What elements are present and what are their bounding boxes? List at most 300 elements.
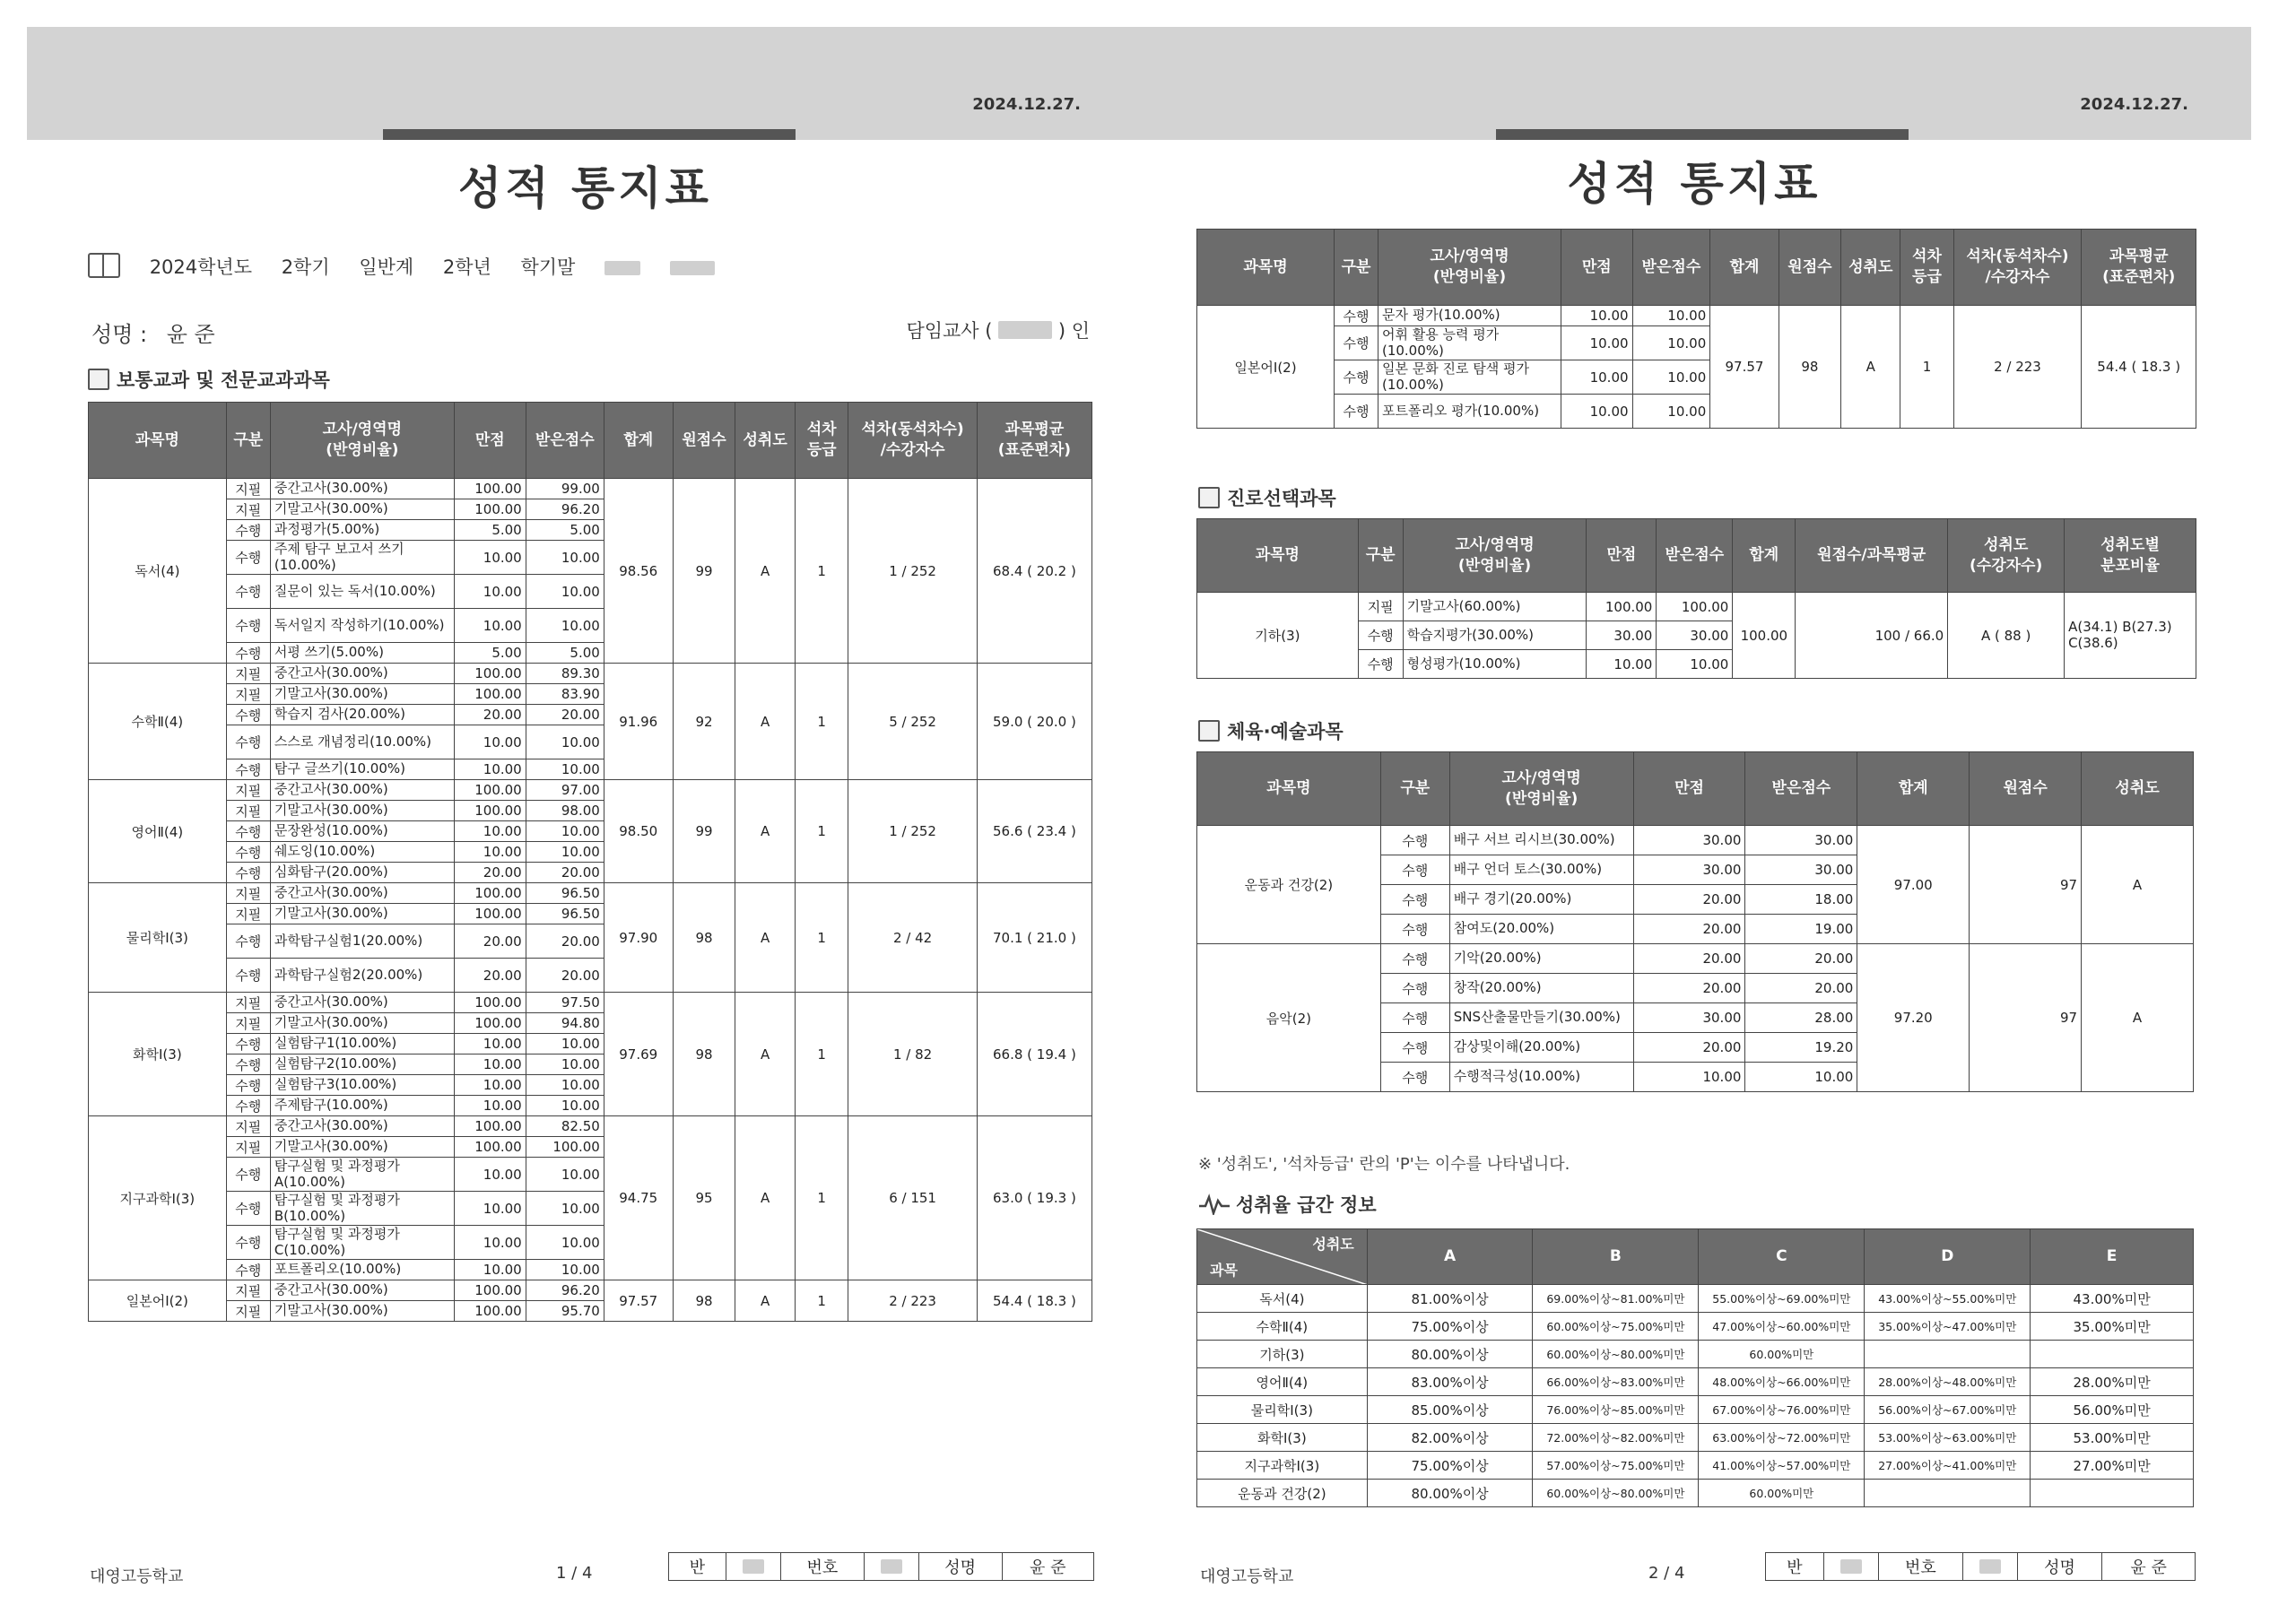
received-score: 30.00 bbox=[1745, 826, 1857, 855]
class-label: 반 bbox=[669, 1553, 726, 1581]
total-score: 98.56 bbox=[604, 479, 673, 664]
total-score: 91.96 bbox=[604, 664, 673, 780]
full-score: 100.00 bbox=[454, 1137, 526, 1158]
raw-score: 98 bbox=[673, 1280, 735, 1322]
rank-grade: 1 bbox=[795, 479, 848, 664]
page-number: 1 / 4 bbox=[556, 1564, 593, 1583]
achievement-rate-table bbox=[1196, 1228, 2194, 1507]
full-score: 20.00 bbox=[1633, 944, 1745, 974]
assessment-name: 실험탐구1(10.00%) bbox=[270, 1034, 454, 1055]
assessment-type: 수행 bbox=[226, 821, 270, 842]
received-score: 10.00 bbox=[1632, 306, 1710, 326]
class-rank: 1 / 252 bbox=[848, 479, 977, 664]
raw-score: 97 bbox=[1970, 826, 2082, 944]
full-score: 100.00 bbox=[454, 499, 526, 520]
assessment-name: 쉐도잉(10.00%) bbox=[270, 842, 454, 863]
achievement: A bbox=[735, 883, 796, 993]
full-score: 100.00 bbox=[454, 993, 526, 1013]
assessment-type: 수행 bbox=[226, 575, 270, 609]
class-rank: 2 / 223 bbox=[848, 1280, 977, 1322]
full-score: 10.00 bbox=[454, 1055, 526, 1075]
column-header: 원점수 bbox=[1970, 752, 2082, 826]
column-header: 과목평균 (표준편차) bbox=[977, 403, 1091, 479]
assessment-type: 수행 bbox=[226, 863, 270, 883]
assessment-type: 수행 bbox=[1335, 306, 1378, 326]
assessment-name: 주제탐구(10.00%) bbox=[270, 1096, 454, 1116]
assessment-type: 지필 bbox=[226, 684, 270, 705]
subject-average: 54.4 ( 18.3 ) bbox=[977, 1280, 1091, 1322]
section-icon bbox=[1198, 720, 1220, 742]
received-score: 10.00 bbox=[526, 759, 604, 780]
homeroom-teacher bbox=[906, 317, 1090, 343]
assessment-name: 실험탐구2(10.00%) bbox=[270, 1055, 454, 1075]
rate-range: 56.00%미만 bbox=[2031, 1396, 2194, 1424]
column-header: 구분 bbox=[226, 403, 270, 479]
assessment-name: 일본 문화 진로 탐색 평가(10.00%) bbox=[1378, 360, 1561, 395]
assessment-name: 기말고사(30.00%) bbox=[270, 499, 454, 520]
assessment-name: 탐구실험 및 과정평가C(10.00%) bbox=[270, 1226, 454, 1260]
assessment-name: 학습지 검사(20.00%) bbox=[270, 705, 454, 725]
rate-range: 76.00%이상~85.00%미만 bbox=[1533, 1396, 1699, 1424]
full-score: 5.00 bbox=[454, 643, 526, 664]
full-score: 20.00 bbox=[454, 863, 526, 883]
name-label: 성명 bbox=[2017, 1553, 2101, 1581]
received-score: 96.50 bbox=[526, 904, 604, 924]
section-general-subjects: 보통교과 및 전문교과과목 bbox=[88, 366, 330, 393]
exam-type: 학기말 bbox=[520, 256, 576, 278]
assessment-type: 수행 bbox=[1380, 885, 1449, 915]
assessment-type: 수행 bbox=[226, 759, 270, 780]
achievement: A bbox=[1841, 306, 1900, 429]
assessment-type: 수행 bbox=[1380, 1003, 1449, 1033]
column-header: 과목명 bbox=[1197, 230, 1335, 306]
assessment-type: 지필 bbox=[226, 780, 270, 801]
full-score: 100.00 bbox=[454, 1280, 526, 1301]
subject-name: 수학Ⅱ(4) bbox=[1197, 1313, 1368, 1341]
column-header: 합계 bbox=[1733, 519, 1796, 593]
grade-level: 2학년 bbox=[442, 256, 491, 278]
received-score: 96.20 bbox=[526, 1280, 604, 1301]
full-score: 10.00 bbox=[454, 821, 526, 842]
assessment-type: 수행 bbox=[226, 1260, 270, 1280]
book-icon bbox=[88, 253, 120, 278]
full-score: 100.00 bbox=[454, 479, 526, 499]
rate-range: 69.00%이상~81.00%미만 bbox=[1533, 1285, 1699, 1313]
subject-name: 일본어Ⅰ(2) bbox=[1197, 306, 1335, 429]
assessment-type: 수행 bbox=[1380, 1033, 1449, 1063]
assessment-type: 지필 bbox=[226, 1280, 270, 1301]
total-score: 97.57 bbox=[1710, 306, 1779, 429]
received-score: 99.00 bbox=[526, 479, 604, 499]
subject-average: 68.4 ( 20.2 ) bbox=[977, 479, 1091, 664]
footer-id-table bbox=[668, 1552, 1094, 1581]
column-header: 만점 bbox=[1633, 752, 1745, 826]
semester: 2학기 bbox=[281, 256, 330, 278]
rate-range: 85.00%이상 bbox=[1367, 1396, 1533, 1424]
assessment-name: 질문이 있는 독서(10.00%) bbox=[270, 575, 454, 609]
assessment-type: 수행 bbox=[1380, 915, 1449, 944]
assessment-type: 수행 bbox=[1335, 395, 1378, 429]
subject-name: 물리학Ⅰ(3) bbox=[89, 883, 227, 993]
assessment-name: 실험탐구3(10.00%) bbox=[270, 1075, 454, 1096]
assessment-type: 수행 bbox=[1380, 974, 1449, 1003]
assessment-name: 문장완성(10.00%) bbox=[270, 821, 454, 842]
received-score: 10.00 bbox=[1632, 360, 1710, 395]
assessment-name: 과정평가(5.00%) bbox=[270, 520, 454, 541]
total-score: 98.50 bbox=[604, 780, 673, 883]
table-row bbox=[1197, 1396, 2194, 1424]
section-icon bbox=[1198, 487, 1220, 508]
column-header: 받은점수 bbox=[1657, 519, 1733, 593]
assessment-name: 기말고사(60.00%) bbox=[1403, 593, 1587, 621]
class-rank: 1 / 82 bbox=[848, 993, 977, 1116]
received-score: 97.00 bbox=[526, 780, 604, 801]
assessment-type: 수행 bbox=[1380, 855, 1449, 885]
assessment-name: 중간고사(30.00%) bbox=[270, 1116, 454, 1137]
assessment-type: 수행 bbox=[1358, 621, 1403, 650]
column-header: 과목평균 (표준편차) bbox=[2082, 230, 2196, 306]
rate-range: 55.00%이상~69.00%미만 bbox=[1699, 1285, 1865, 1313]
rank-grade: 1 bbox=[1900, 306, 1953, 429]
assessment-name: SNS산출물만들기(30.00%) bbox=[1449, 1003, 1633, 1033]
full-score: 100.00 bbox=[1587, 593, 1657, 621]
report-page-1 bbox=[27, 27, 1144, 1614]
rate-range: 82.00%이상 bbox=[1367, 1424, 1533, 1452]
assessment-type: 수행 bbox=[226, 959, 270, 993]
name-label: 성명 bbox=[918, 1553, 1002, 1581]
assessment-name: 기말고사(30.00%) bbox=[270, 801, 454, 821]
table-row bbox=[89, 664, 1092, 684]
full-score: 100.00 bbox=[454, 780, 526, 801]
full-score: 100.00 bbox=[454, 684, 526, 705]
table-row bbox=[89, 883, 1092, 904]
column-header: 합계 bbox=[604, 403, 673, 479]
column-header: 과목명 bbox=[1197, 752, 1381, 826]
print-date: 2024.12.27. bbox=[972, 95, 1081, 114]
rate-range: 53.00%이상~63.00%미만 bbox=[1865, 1424, 2031, 1452]
assessment-name: 배구 언더 토스(30.00%) bbox=[1449, 855, 1633, 885]
raw-score: 98 bbox=[1779, 306, 1840, 429]
name-label: 성명 : bbox=[91, 322, 148, 347]
column-header: 석차(동석차수) /수강자수 bbox=[848, 403, 977, 479]
grades-table bbox=[88, 402, 1092, 1322]
subject-average: 70.1 ( 21.0 ) bbox=[977, 883, 1091, 993]
assessment-name: 창작(20.00%) bbox=[1449, 974, 1633, 1003]
rate-range bbox=[1865, 1480, 2031, 1507]
assessment-type: 지필 bbox=[226, 1301, 270, 1322]
received-score: 5.00 bbox=[526, 520, 604, 541]
subject-name: 운동과 건강(2) bbox=[1197, 1480, 1368, 1507]
total-score: 97.57 bbox=[604, 1280, 673, 1322]
class-label: 반 bbox=[1766, 1553, 1824, 1581]
assessment-type: 수행 bbox=[226, 1055, 270, 1075]
assessment-name: 탐구실험 및 과정평가A(10.00%) bbox=[270, 1158, 454, 1192]
assessment-name: 어휘 활용 능력 평가(10.00%) bbox=[1378, 326, 1561, 360]
column-header: 석차 등급 bbox=[795, 403, 848, 479]
teacher-suffix: ) 인 bbox=[1057, 320, 1090, 342]
level-header: A bbox=[1367, 1229, 1533, 1285]
received-score: 20.00 bbox=[526, 924, 604, 959]
full-score: 10.00 bbox=[454, 1192, 526, 1226]
column-header: 고사/영역명 (반영비율) bbox=[270, 403, 454, 479]
received-score: 94.80 bbox=[526, 1013, 604, 1034]
pass-note: ※ '성취도', '석차등급' 란의 'P'는 이수를 나타냅니다. bbox=[1198, 1155, 1570, 1174]
rate-range: 72.00%이상~82.00%미만 bbox=[1533, 1424, 1699, 1452]
rank-grade: 1 bbox=[795, 993, 848, 1116]
received-score: 10.00 bbox=[526, 1075, 604, 1096]
rate-range: 47.00%이상~60.00%미만 bbox=[1699, 1313, 1865, 1341]
full-score: 30.00 bbox=[1587, 621, 1657, 650]
received-score: 30.00 bbox=[1657, 621, 1733, 650]
received-score: 83.90 bbox=[526, 684, 604, 705]
achievement: A bbox=[735, 780, 796, 883]
full-score: 10.00 bbox=[454, 575, 526, 609]
assessment-type: 수행 bbox=[226, 1192, 270, 1226]
assessment-type: 수행 bbox=[226, 725, 270, 759]
assessment-type: 수행 bbox=[226, 705, 270, 725]
rate-range bbox=[2031, 1341, 2194, 1368]
rank-grade: 1 bbox=[795, 1116, 848, 1280]
assessment-type: 지필 bbox=[226, 479, 270, 499]
rate-range: 60.00%미만 bbox=[1699, 1480, 1865, 1507]
table-row bbox=[1197, 1341, 2194, 1368]
raw-score: 99 bbox=[673, 479, 735, 664]
full-score: 30.00 bbox=[1633, 855, 1745, 885]
number-label: 번호 bbox=[1878, 1553, 1962, 1581]
received-score: 100.00 bbox=[1657, 593, 1733, 621]
assessment-name: 탐구 글쓰기(10.00%) bbox=[270, 759, 454, 780]
assessment-type: 지필 bbox=[226, 1116, 270, 1137]
received-score: 10.00 bbox=[526, 1226, 604, 1260]
table-row bbox=[89, 1280, 1092, 1301]
table-row bbox=[1197, 593, 2196, 621]
rate-range bbox=[2031, 1480, 2194, 1507]
document-title: 성적 통지표 bbox=[1567, 158, 1822, 210]
number-value bbox=[864, 1553, 918, 1581]
subject-name: 화학Ⅰ(3) bbox=[1197, 1424, 1368, 1452]
subject-name: 수학Ⅱ(4) bbox=[89, 664, 227, 780]
full-score: 10.00 bbox=[454, 1158, 526, 1192]
total-score: 94.75 bbox=[604, 1116, 673, 1280]
full-score: 10.00 bbox=[454, 609, 526, 643]
print-date: 2024.12.27. bbox=[2080, 95, 2188, 114]
full-score: 20.00 bbox=[454, 705, 526, 725]
full-score: 10.00 bbox=[454, 842, 526, 863]
level-header: D bbox=[1865, 1229, 2031, 1285]
assessment-type: 수행 bbox=[226, 1226, 270, 1260]
rate-range: 41.00%이상~57.00%미만 bbox=[1699, 1452, 1865, 1480]
raw-score-average: 100 / 66.0 bbox=[1796, 593, 1948, 679]
assessment-name: 과학탐구실험1(20.00%) bbox=[270, 924, 454, 959]
column-header: 과목명 bbox=[1197, 519, 1359, 593]
rate-range: 27.00%미만 bbox=[2031, 1452, 2194, 1480]
achievement-count: A ( 88 ) bbox=[1948, 593, 2065, 679]
footer-id-table bbox=[1765, 1552, 2196, 1581]
full-score: 100.00 bbox=[454, 1013, 526, 1034]
raw-score: 98 bbox=[673, 883, 735, 993]
full-score: 10.00 bbox=[1561, 326, 1632, 360]
level-header: C bbox=[1699, 1229, 1865, 1285]
rate-range: 75.00%이상 bbox=[1367, 1452, 1533, 1480]
level-header: E bbox=[2031, 1229, 2194, 1285]
full-score: 100.00 bbox=[454, 664, 526, 684]
rate-range: 63.00%이상~72.00%미만 bbox=[1699, 1424, 1865, 1452]
class-rank: 6 / 151 bbox=[848, 1116, 977, 1280]
assessment-name: 중간고사(30.00%) bbox=[270, 780, 454, 801]
column-header: 만점 bbox=[454, 403, 526, 479]
report-page-2 bbox=[1137, 27, 2251, 1614]
page-number: 2 / 4 bbox=[1648, 1564, 1685, 1583]
received-score: 98.00 bbox=[526, 801, 604, 821]
assessment-type: 지필 bbox=[226, 664, 270, 684]
table-row bbox=[1197, 1452, 2194, 1480]
received-score: 10.00 bbox=[526, 541, 604, 575]
assessment-type: 수행 bbox=[226, 520, 270, 541]
assessment-name: 중간고사(30.00%) bbox=[270, 664, 454, 684]
table-row bbox=[1197, 1368, 2194, 1396]
received-score: 19.00 bbox=[1745, 915, 1857, 944]
received-score: 10.00 bbox=[1632, 326, 1710, 360]
table-row bbox=[1197, 944, 2194, 974]
column-header: 받은점수 bbox=[1745, 752, 1857, 826]
table-row bbox=[1197, 306, 2196, 326]
column-header: 받은점수 bbox=[526, 403, 604, 479]
subject-name: 영어Ⅱ(4) bbox=[89, 780, 227, 883]
full-score: 10.00 bbox=[454, 725, 526, 759]
column-header: 과목명 bbox=[89, 403, 227, 479]
received-score: 96.50 bbox=[526, 883, 604, 904]
rate-range: 60.00%이상~75.00%미만 bbox=[1533, 1313, 1699, 1341]
achievement: A bbox=[735, 993, 796, 1116]
rate-range: 80.00%이상 bbox=[1367, 1480, 1533, 1507]
column-header: 성취도별 분포비율 bbox=[2065, 519, 2196, 593]
received-score: 10.00 bbox=[1632, 395, 1710, 429]
assessment-type: 수행 bbox=[1380, 944, 1449, 974]
column-header: 성취도 bbox=[1841, 230, 1900, 306]
rate-range: 66.00%이상~83.00%미만 bbox=[1533, 1368, 1699, 1396]
semester-info bbox=[88, 253, 738, 280]
class-value bbox=[1823, 1553, 1878, 1581]
rate-range: 28.00%미만 bbox=[2031, 1368, 2194, 1396]
full-score: 10.00 bbox=[454, 1260, 526, 1280]
assessment-name: 중간고사(30.00%) bbox=[270, 993, 454, 1013]
assessment-name: 기악(20.00%) bbox=[1449, 944, 1633, 974]
received-score: 10.00 bbox=[1657, 650, 1733, 679]
received-score: 10.00 bbox=[526, 1158, 604, 1192]
column-header: 석차(동석차수) /수강자수 bbox=[1953, 230, 2082, 306]
achievement-distribution: A(34.1) B(27.3) C(38.6) bbox=[2065, 593, 2196, 679]
received-score: 10.00 bbox=[526, 1034, 604, 1055]
assessment-type: 지필 bbox=[226, 1013, 270, 1034]
assessment-name: 포트폴리오(10.00%) bbox=[270, 1260, 454, 1280]
assessment-name: 감상및이해(20.00%) bbox=[1449, 1033, 1633, 1063]
assessment-name: 문자 평가(10.00%) bbox=[1378, 306, 1561, 326]
assessment-name: 기말고사(30.00%) bbox=[270, 1137, 454, 1158]
rate-range: 81.00%이상 bbox=[1367, 1285, 1533, 1313]
received-score: 20.00 bbox=[526, 863, 604, 883]
full-score: 10.00 bbox=[454, 1226, 526, 1260]
total-score: 100.00 bbox=[1733, 593, 1796, 679]
full-score: 100.00 bbox=[454, 801, 526, 821]
assessment-type: 수행 bbox=[226, 1158, 270, 1192]
pulse-icon bbox=[1198, 1193, 1231, 1215]
total-score: 97.00 bbox=[1857, 826, 1970, 944]
column-header: 성취도 bbox=[735, 403, 796, 479]
header-tab bbox=[383, 129, 796, 140]
received-score: 10.00 bbox=[526, 821, 604, 842]
rate-range bbox=[1865, 1341, 2031, 1368]
assessment-type: 수행 bbox=[226, 924, 270, 959]
assessment-name: 스스로 개념정리(10.00%) bbox=[270, 725, 454, 759]
received-score: 18.00 bbox=[1745, 885, 1857, 915]
column-header: 성취도 bbox=[2082, 752, 2194, 826]
class-rank: 5 / 252 bbox=[848, 664, 977, 780]
raw-score: 95 bbox=[673, 1116, 735, 1280]
received-score: 10.00 bbox=[1745, 1063, 1857, 1092]
teacher-label: 담임교사 ( bbox=[906, 320, 993, 342]
rate-range: 83.00%이상 bbox=[1367, 1368, 1533, 1396]
section-career-subjects: 진로선택과목 bbox=[1198, 484, 1336, 511]
rank-grade: 1 bbox=[795, 664, 848, 780]
column-header: 만점 bbox=[1561, 230, 1632, 306]
student-name: 윤 준 bbox=[166, 322, 215, 347]
number-label: 번호 bbox=[780, 1553, 864, 1581]
footer-school: 대영고등학교 bbox=[1200, 1567, 1294, 1586]
full-score: 100.00 bbox=[454, 1116, 526, 1137]
table-row bbox=[1197, 1480, 2194, 1507]
full-score: 10.00 bbox=[454, 759, 526, 780]
header-tab bbox=[1496, 129, 1909, 140]
subject-average: 63.0 ( 19.3 ) bbox=[977, 1116, 1091, 1280]
full-score: 5.00 bbox=[454, 520, 526, 541]
assessment-type: 지필 bbox=[226, 801, 270, 821]
full-score: 10.00 bbox=[454, 1075, 526, 1096]
table-row bbox=[1197, 826, 2194, 855]
raw-score: 99 bbox=[673, 780, 735, 883]
rate-range: 27.00%이상~41.00%미만 bbox=[1865, 1452, 2031, 1480]
subject-average: 54.4 ( 18.3 ) bbox=[2082, 306, 2196, 429]
subject-average: 66.8 ( 19.4 ) bbox=[977, 993, 1091, 1116]
grades-table-continued bbox=[1196, 229, 2196, 429]
received-score: 20.00 bbox=[526, 959, 604, 993]
assessment-name: 기말고사(30.00%) bbox=[270, 684, 454, 705]
table-row bbox=[89, 780, 1092, 801]
assessment-type: 지필 bbox=[226, 883, 270, 904]
achievement: A bbox=[735, 1116, 796, 1280]
assessment-name: 기말고사(30.00%) bbox=[270, 1013, 454, 1034]
received-score: 28.00 bbox=[1745, 1003, 1857, 1033]
assessment-name: 형성평가(10.00%) bbox=[1403, 650, 1587, 679]
assessment-type: 수행 bbox=[1380, 1063, 1449, 1092]
rate-range: 48.00%이상~66.00%미만 bbox=[1699, 1368, 1865, 1396]
achievement: A bbox=[2082, 944, 2194, 1092]
assessment-name: 독서일지 작성하기(10.00%) bbox=[270, 609, 454, 643]
column-header: 합계 bbox=[1857, 752, 1970, 826]
full-score: 100.00 bbox=[454, 1301, 526, 1322]
assessment-type: 지필 bbox=[226, 904, 270, 924]
subject-name: 지구과학Ⅰ(3) bbox=[1197, 1452, 1368, 1480]
rate-range: 57.00%이상~75.00%미만 bbox=[1533, 1452, 1699, 1480]
received-score: 20.00 bbox=[1745, 974, 1857, 1003]
assessment-name: 주제 탐구 보고서 쓰기(10.00%) bbox=[270, 541, 454, 575]
received-score: 10.00 bbox=[526, 575, 604, 609]
full-score: 10.00 bbox=[1561, 306, 1632, 326]
assessment-name: 배구 서브 리시브(30.00%) bbox=[1449, 826, 1633, 855]
subject-name: 일본어Ⅰ(2) bbox=[89, 1280, 227, 1322]
rate-range: 60.00%미만 bbox=[1699, 1341, 1865, 1368]
assessment-type: 수행 bbox=[1335, 326, 1378, 360]
rate-range: 28.00%이상~48.00%미만 bbox=[1865, 1368, 2031, 1396]
